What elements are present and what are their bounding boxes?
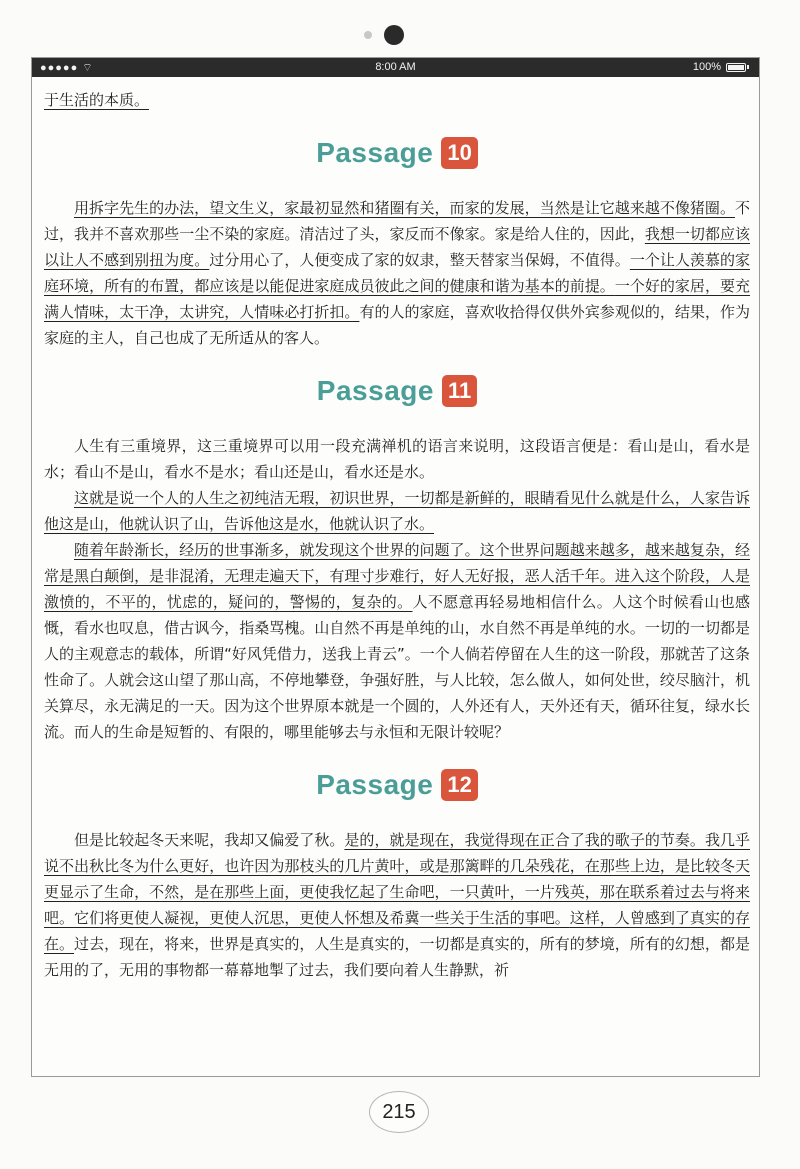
status-bar	[32, 58, 759, 77]
passage-10-heading	[44, 137, 750, 169]
page-dot-inactive[interactable]	[364, 31, 372, 39]
passage-12-heading	[44, 769, 750, 801]
signal-icon: ●●●●● ⌔	[40, 62, 94, 74]
passage-number-badge: 12	[441, 769, 477, 801]
page-dot-active[interactable]	[384, 25, 404, 45]
intro-line: 于生活的本质。	[44, 91, 150, 109]
passage-number-badge: 11	[442, 375, 477, 407]
wifi-icon: ⌔	[82, 62, 94, 74]
battery-icon	[726, 63, 746, 72]
passage-11-paragraph-3: 随着年龄渐长，经历的世事渐多，就发现这个世界的问题了。这个世界问题越来越多，越来越复杂，经常是黑白颠倒，是非混淆，无理走遍天下，有理寸步难行，好人无好报，恶人活千年。进入这个阶段，人是激愤的，不平的，忧虑的，疑问的，警惕的，复杂的。人不愿意再轻易地相信什么。人这个时候看山也感慨，看水也叹息，借古讽今，指桑骂槐。山自然不再是单纯的山，水自然不再是单纯的水。一切的一切都是人的主观意志的载体，所谓“好风凭借力，送我上青云”。一个人倘若停留在人生的这一阶段，那就苦了这条性命了。人就会这山望了那山高，不停地攀登，争强好胜，与人比较，怎么做人，如何处世，绞尽脑汁，机关算尽，永无满足的一天。因为这个世界原本就是一个圆的，人外还有人，天外还有天，循环往复，绿水长流。而人的生命是短暂的、有限的，哪里能够去与永恒和无限计较呢？	[44, 541, 750, 741]
passage-word: Passage	[316, 137, 434, 168]
page-number: 215	[369, 1091, 429, 1133]
status-time: 8:00 AM	[375, 61, 416, 73]
battery-percent: 100%	[692, 61, 721, 73]
passage-word: Passage	[316, 769, 434, 800]
passage-word: Passage	[316, 375, 434, 406]
page-content	[44, 77, 750, 983]
passage-10-paragraph: 用拆字先生的办法，望文生义，家最初显然和猪圈有关，而家的发展，当然是让它越来越不像猪圈。不过，我并不喜欢那些一尘不染的家庭。清洁过了头，家反而不像家。家是给人住的，因此，我想一切都应该以让人不感到别扭为度。过分用心了，人便变成了家的奴隶，整天替家当保姆，不值得。一个让人羡慕的家庭环境，所有的布置，都应该是以能促进家庭成员彼此之间的健康和谐为基本的前提。一个好的家居，要充满人情味，太干净，太讲究，人情味必打折扣。有的人的家庭，喜欢收拾得仅供外宾参观似的，结果，作为家庭的主人，自己也成了无所适从的客人。	[44, 199, 750, 347]
passage-11-heading	[44, 375, 750, 407]
passage-12-paragraph: 但是比较起冬天来呢，我却又偏爱了秋。是的，就是现在，我觉得现在正合了我的歌子的节奏。我几乎说不出秋比冬为什么更好，也许因为那枝头的几片黄叶，或是那篱畔的几朵残花，在那些上边，是比较冬天更显示了生命，不然，是在那些上面，更使我忆起了生命吧，一只黄叶，一片残英，那在联系着过去与将来吧。它们将更使人凝视，更使人沉思，更使人怀想及希冀一些关于生活的事吧。这样，人曾感到了真实的存在。过去，现在，将来，世界是真实的，人生是真实的，一切都是真实的，所有的梦境，所有的幻想，都是无用的了，无用的事物都一幕幕地掣了过去，我们要向着人生静默，祈	[44, 831, 750, 979]
passage-11-paragraph-2: 这就是说一个人的人生之初纯洁无瑕，初识世界，一切都是新鲜的，眼睛看见什么就是什么，人家告诉他这是山，他就认识了山，告诉他这是水，他就认识了水。	[44, 489, 750, 533]
passage-number-badge: 10	[441, 137, 477, 169]
passage-11-paragraph-1: 人生有三重境界，这三重境界可以用一段充满禅机的语言来说明，这段语言便是：看山是山，看水是水；看山不是山，看水不是水；看山还是山，看水还是水。	[44, 437, 750, 481]
device-screen	[31, 57, 760, 1077]
page-indicator	[0, 24, 800, 44]
